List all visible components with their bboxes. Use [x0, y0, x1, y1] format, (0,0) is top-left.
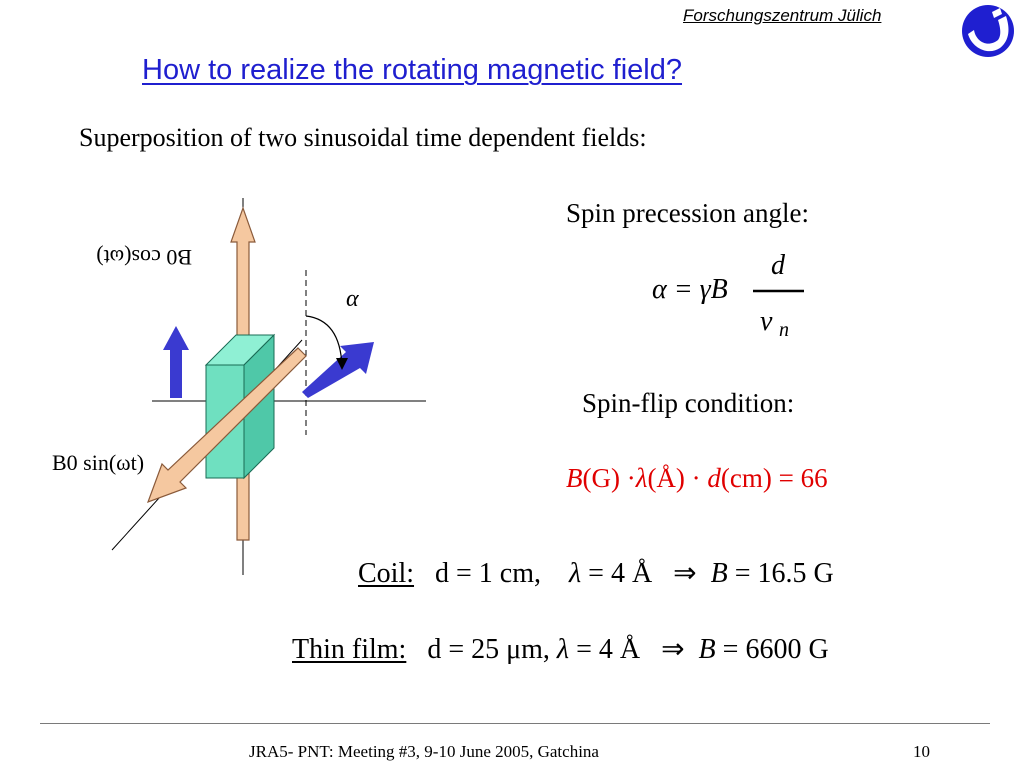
formula-numerator: d: [771, 250, 785, 281]
coil-lambda-value: = 4 Å: [588, 558, 653, 589]
sin-field-label: B0 sin(ωt): [52, 450, 145, 475]
flip-d: d: [707, 463, 721, 493]
rotating-field-diagram: [40, 180, 460, 590]
fz-juelich-logo-icon: [958, 2, 1018, 60]
blue-rotated-vector: [302, 342, 374, 398]
coil-implies: ⇒: [673, 558, 697, 589]
page-number: 10: [913, 742, 930, 761]
film-d: d = 25 μm,: [427, 634, 550, 665]
flip-rest: (cm) = 66: [720, 463, 828, 493]
footer-text: JRA5- PNT: Meeting #3, 9-10 June 2005, Gatchina: [249, 742, 599, 761]
film-B: B: [698, 634, 716, 665]
flip-G: (G) ·: [582, 463, 636, 493]
film-implies: ⇒: [661, 634, 685, 665]
institution-name: Forschungszentrum Jülich: [683, 6, 882, 25]
spin-precession-label: Spin precession angle:: [566, 198, 809, 228]
formula-denominator: v: [760, 306, 773, 337]
footer-divider: [40, 723, 990, 724]
coil-label: Coil:: [358, 558, 415, 589]
formula-denominator-sub: n: [779, 319, 789, 341]
flip-lambda: λ: [635, 463, 648, 493]
formula-lhs: α = γB: [652, 274, 728, 305]
flip-B: B: [566, 463, 583, 493]
coil-line: [358, 556, 834, 590]
page-title: How to realize the rotating magnetic field?: [142, 54, 683, 86]
film-lambda: λ: [556, 634, 570, 665]
spin-flip-formula: [566, 463, 828, 494]
cos-field-label: B0 cos(ωt): [96, 245, 192, 270]
spin-flip-label: Spin-flip condition:: [582, 388, 795, 418]
film-lambda-value: = 4 Å: [576, 634, 641, 665]
coil-d: d = 1 cm,: [435, 558, 542, 589]
coil-result: = 16.5 G: [734, 558, 834, 589]
flip-A: (Å) ·: [647, 463, 701, 493]
coil-lambda: λ: [569, 558, 582, 589]
blue-vertical-vector: [163, 326, 189, 398]
subtitle: Superposition of two sinusoidal time dependent fields:: [79, 123, 647, 152]
film-label: Thin film:: [292, 634, 407, 665]
film-result: = 6600 G: [722, 634, 829, 665]
coil-B: B: [710, 558, 728, 589]
alpha-label: α: [346, 286, 359, 312]
thin-film-line: [292, 632, 829, 666]
precession-formula: [640, 240, 830, 350]
